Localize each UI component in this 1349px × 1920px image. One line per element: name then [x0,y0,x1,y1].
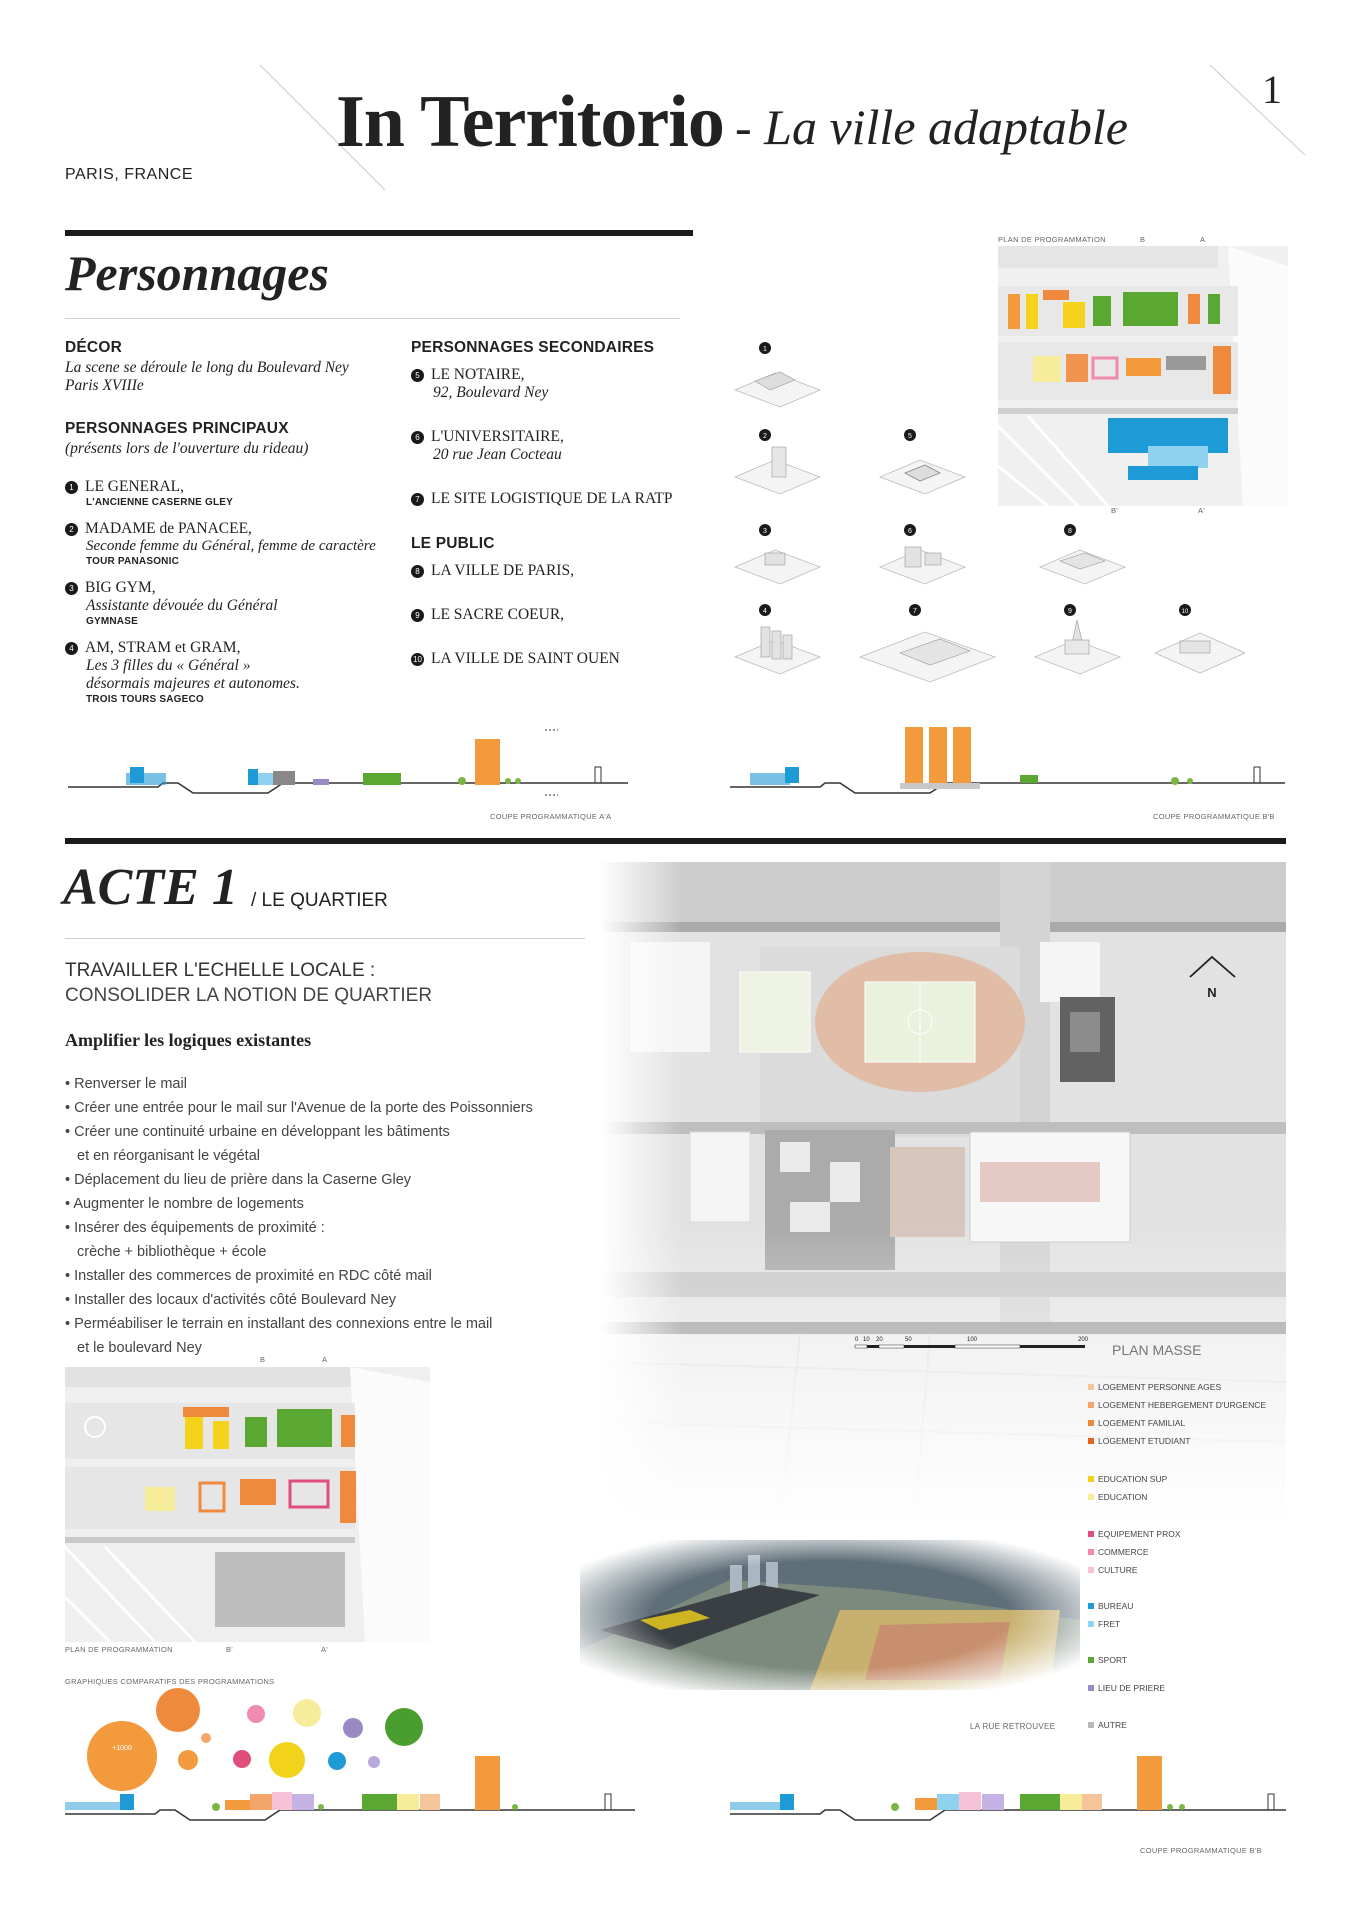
public-heading: LE PUBLIC [411,535,495,552]
principal-item-3 [65,579,410,627]
bubble-logement [156,1688,200,1732]
principal-name: MADAME de PANACEE, [85,520,252,537]
svg-text:20: 20 [876,1337,883,1343]
legend-swatch [1088,1621,1094,1627]
svg-text:+1000: +1000 [112,1745,132,1752]
acte-subtitle: / LE QUARTIER [251,890,388,911]
principaux-subtitle: (présents lors de l'ouverture du rideau) [65,440,309,457]
svg-text:6: 6 [908,528,912,535]
iso-building-6 [880,524,965,584]
plan-mark-b: B [1140,235,1146,244]
iso-building-1 [735,342,820,407]
bullet-item: • Augmenter le nombre de logements [65,1196,304,1212]
legend-swatch [1088,1603,1094,1609]
acte-title: ACTE 1 [63,859,238,916]
bubble-education [293,1699,321,1727]
decor-block [65,339,405,395]
coupe-bb-label-top: COUPE PROGRAMMATIQUE B'B [1153,812,1275,821]
number-badge: 4 [65,642,78,655]
svg-text:50: 50 [905,1337,912,1343]
public-name: LA VILLE DE SAINT OUEN [431,650,620,667]
page-title: In Territorio [336,81,724,163]
public-item-9 [411,606,711,624]
secondaire-desc: 20 rue Jean Cocteau [433,446,562,463]
principal-name: AM, STRAM et GRAM, [85,639,241,656]
iso-number: 1 [763,346,767,353]
legend-swatch [1088,1531,1094,1537]
bubble-sport [385,1708,423,1746]
principal-desc: désormais majeures et autonomes. [86,675,300,692]
legend-swatch [1088,1420,1094,1426]
svg-text:10: 10 [863,1337,870,1343]
decor-heading: DÉCOR [65,339,122,356]
number-badge: 9 [411,609,424,622]
iso-building-10 [1155,604,1245,673]
legend-item: FRET [1088,1615,1266,1633]
iso-building-8 [1040,524,1125,584]
principal-tag: TROIS TOURS SAGECO [86,694,204,705]
north-label: N [1207,985,1217,1000]
decor-line-2: Paris XVIIIe [65,377,144,394]
acte-rule [65,838,1286,844]
secondaires-block [411,339,711,668]
svg-text:0: 0 [855,1337,859,1343]
number-badge: 8 [411,565,424,578]
legend-swatch [1088,1438,1094,1444]
acte-heading-1: TRAVAILLER L'ECHELLE LOCALE : [65,960,376,981]
graph-comparatif-label: GRAPHIQUES COMPARATIFS DES PROGRAMMATIONS [65,1677,275,1686]
bubble-small [201,1733,211,1743]
bullet-item: • Perméabiliser le terrain en installant des connexions entre le mail et le boulevard Ney [65,1316,493,1356]
legend-item: AUTRE [1088,1716,1266,1734]
svg-text:4: 4 [763,608,767,615]
bullet-item: • Installer des commerces de proximité en RDC côté mail [65,1268,432,1284]
secondaire-item-6 [411,428,711,464]
legend-item: SPORT [1088,1651,1266,1669]
legend-item: BUREAU [1088,1597,1266,1615]
program-legend [1088,1378,1266,1734]
coupe-bb-section-top [730,725,1285,805]
legend-swatch [1088,1549,1094,1555]
rue-retrouvee-perspective [580,1540,1080,1690]
plan-mark-b-prime: B' [1111,506,1119,515]
principal-desc: Les 3 filles du « Général » [86,657,251,674]
principal-tag: GYMNASE [86,616,138,627]
svg-text:8: 8 [1068,528,1072,535]
secondaire-item-5 [411,366,711,402]
principal-desc: Seconde femme du Général, femme de caractère [86,538,376,554]
iso-building-3 [735,524,820,584]
plan-programmation-map-bottom [65,1367,430,1642]
principal-tag: TOUR PANASONIC [86,556,179,567]
coupe-aa-section [68,725,628,805]
acte-heading-3: Amplifier les logiques existantes [65,1030,312,1050]
principaux-heading: PERSONNAGES PRINCIPAUX [65,420,289,437]
bullet-item: • Déplacement du lieu de prière dans la Caserne Gley [65,1172,412,1188]
number-badge: 6 [411,431,424,444]
iso-building-5 [880,429,965,494]
acte-heading-2: CONSOLIDER LA NOTION DE QUARTIER [65,985,433,1006]
legend-swatch [1088,1476,1094,1482]
secondaire-name: LE NOTAIRE, [431,366,525,383]
plan-mark-b-bottom: B [260,1355,266,1364]
legend-item: LOGEMENT ETUDIANT [1088,1432,1266,1450]
plan-programmation-map-top [998,246,1288,506]
coupe-aa-label: COUPE PROGRAMMATIQUE A'A [490,812,612,821]
acte-bullets [65,1072,595,1360]
bullet-item: • Créer une entrée pour le mail sur l'Avenue de la porte des Poissonniers [65,1100,533,1116]
svg-text:7: 7 [913,608,917,615]
legend-swatch [1088,1567,1094,1573]
number-badge: 10 [411,653,424,666]
location-label: PARIS, FRANCE [65,166,193,183]
plan-mark-a-prime-bottom: A' [321,1645,329,1654]
bullet-item: • Renverser le mail [65,1076,187,1092]
secondaires-heading: PERSONNAGES SECONDAIRES [411,339,655,356]
legend-item: EDUCATION [1088,1488,1266,1506]
coupe-section-bottom-left [65,1748,635,1833]
secondaire-item-7 [411,490,711,508]
personnages-title: Personnages [65,245,329,301]
legend-swatch [1088,1722,1094,1728]
bullet-item: • Installer des locaux d'activités côté Boulevard Ney [65,1292,397,1308]
plan-mark-b-prime-bottom: B' [226,1645,234,1654]
legend-item: COMMERCE [1088,1543,1266,1561]
legend-item: CULTURE [1088,1561,1266,1579]
corner-decor-lines [1205,60,1315,160]
coupe-section-bottom-right [730,1748,1286,1833]
plan-mark-a-bottom: A [322,1355,328,1364]
iso-building-7 [860,604,995,682]
legend-swatch [1088,1657,1094,1663]
personnages-rule [65,230,693,236]
bullet-item: • Insérer des équipements de proximité : crèche + bibliothèque + école [65,1220,325,1260]
number-badge: 2 [65,523,78,536]
plan-masse-label: PLAN MASSE [1112,1342,1202,1358]
decor-line-1: La scene se déroule le long du Boulevard Ney [65,359,349,376]
legend-item: LIEU DE PRIERE [1088,1679,1266,1697]
principal-desc: Assistante dévouée du Général [86,597,278,614]
principal-item-4 [65,639,410,705]
plan-mark-a-prime: A' [1198,506,1206,515]
svg-text:5: 5 [908,433,912,440]
svg-text:100: 100 [967,1337,978,1343]
iso-building-2 [735,429,820,494]
number-badge: 1 [65,481,78,494]
svg-text:200: 200 [1078,1337,1089,1343]
bubble-commerce [247,1705,265,1723]
public-name: LA VILLE DE PARIS, [431,562,574,579]
legend-item: LOGEMENT FAMILIAL [1088,1414,1266,1432]
principaux-block [65,420,410,705]
rue-retrouvee-label: LA RUE RETROUVEE [970,1722,1056,1731]
legend-swatch [1088,1384,1094,1390]
number-badge: 7 [411,493,424,506]
svg-text:9: 9 [1068,608,1072,615]
principal-item-2 [65,520,410,567]
page-subtitle: - La ville adaptable [735,99,1128,155]
secondaire-name: L'UNIVERSITAIRE, [431,428,564,445]
svg-text:2: 2 [763,433,767,440]
number-badge: 3 [65,582,78,595]
legend-item: LOGEMENT PERSONNE AGES [1088,1378,1266,1396]
secondaire-name: LE SITE LOGISTIQUE DE LA RATP [431,490,673,507]
iso-building-4 [735,604,820,674]
legend-swatch [1088,1494,1094,1500]
bubble-priere [343,1718,363,1738]
principal-item-1 [65,478,410,508]
coupe-bb-label-bottom: COUPE PROGRAMMATIQUE B'B [1140,1846,1262,1855]
number-badge: 5 [411,369,424,382]
legend-item: EDUCATION SUP [1088,1470,1266,1488]
plan-programmation-label-top: PLAN DE PROGRAMMATION [998,235,1106,244]
page-number: 1 [1262,67,1282,112]
principal-tag: L'ANCIENNE CASERNE GLEY [86,497,233,508]
acte-thin-rule [65,938,585,939]
svg-text:10: 10 [1181,609,1189,615]
public-name: LE SACRE COEUR, [431,606,565,623]
legend-item: EQUIPEMENT PROX [1088,1525,1266,1543]
secondaire-desc: 92, Boulevard Ney [433,384,549,401]
principal-name: LE GENERAL, [85,478,185,495]
personnages-thin-rule [65,318,680,319]
bullet-item: • Créer une continuité urbaine en développant les bâtiments et en réorganisant le végétal [65,1124,450,1164]
public-item-8 [411,562,711,580]
public-item-10 [411,650,711,668]
legend-item: LOGEMENT HEBERGEMENT D'URGENCE [1088,1396,1266,1414]
plan-programmation-label-bottom: PLAN DE PROGRAMMATION [65,1645,173,1654]
principal-name: BIG GYM, [85,579,156,596]
legend-swatch [1088,1685,1094,1691]
legend-swatch [1088,1402,1094,1408]
svg-text:3: 3 [763,528,767,535]
iso-building-9 [1035,604,1120,674]
plan-mark-a: A [1200,235,1206,244]
